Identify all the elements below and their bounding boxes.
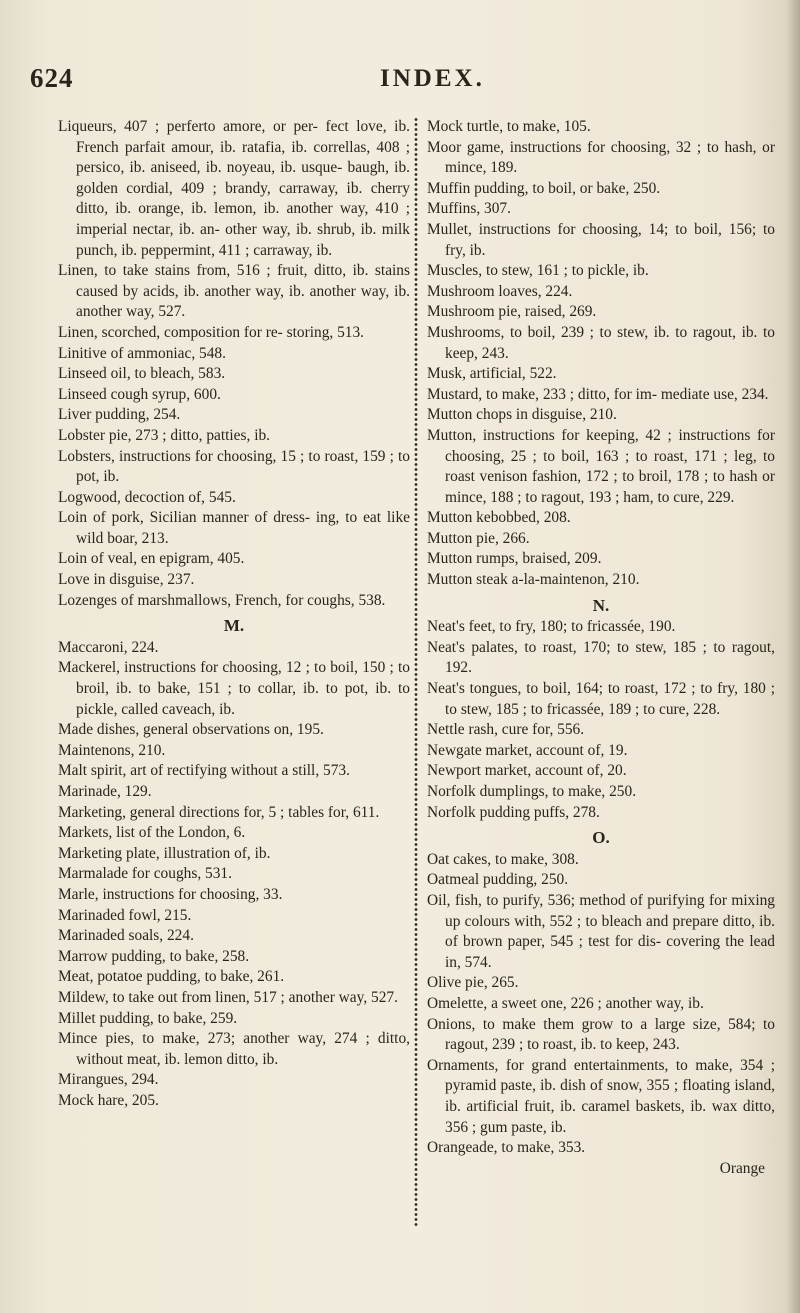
index-entry: Meat, potatoe pudding, to bake, 261.: [58, 968, 285, 986]
index-entry: Norfolk pudding puffs, 278.: [427, 803, 600, 821]
index-entry: Markets, list of the London, 6.: [58, 824, 246, 842]
index-entry: Newport market, account of, 20.: [427, 762, 627, 780]
index-column-right: [427, 117, 775, 1179]
index-entry: Oil, fish, to purify, 536; method of purifying for mixing up colours with, 552 ; to bleach and prepare ditto, ib. of brown paper, 545 ; test for dis- covering the lead in, 574.: [427, 891, 775, 971]
index-entry: Marinade, 129.: [58, 783, 152, 800]
section-letter: M.: [223, 616, 245, 636]
index-entry: Malt spirit, art of rectifying without a still, 573.: [58, 762, 350, 780]
index-entry: Mock hare, 205.: [58, 1091, 159, 1109]
index-entry: Mutton kebobbed, 208.: [427, 509, 571, 527]
index-entry: Logwood, decoction of, 545.: [58, 488, 236, 506]
index-entry: Mushroom pie, raised, 269.: [427, 303, 597, 321]
index-entry: Oat cakes, to make, 308.: [427, 850, 579, 868]
index-entry: Linitive of ammoniac, 548.: [58, 344, 226, 362]
index-entry: Liver pudding, 254.: [58, 406, 181, 424]
index-entry: Linseed cough syrup, 600.: [58, 385, 221, 403]
index-entry: Marinaded soals, 224.: [58, 927, 194, 945]
index-entry: Marrow pudding, to bake, 258.: [58, 947, 250, 965]
page-edge-shadow: [786, 0, 800, 1313]
index-entry: Mildew, to take out from linen, 517 ; another way, 527.: [58, 988, 398, 1006]
index-entry: Made dishes, general observations on, 195.: [58, 721, 324, 739]
index-entry: Marketing plate, illustration of, ib.: [58, 844, 271, 862]
index-entry: Mirangues, 294.: [58, 1071, 159, 1089]
index-entry: Moor game, instructions for choosing, 32 ; to hash, or mince, 189.: [427, 138, 775, 177]
page-header: [0, 63, 800, 103]
index-entry: Oatmeal pudding, 250.: [427, 871, 569, 889]
index-entry: Loin of pork, Sicilian manner of dress- ing, to eat like wild boar, 213.: [58, 509, 410, 547]
column-divider: [413, 117, 419, 1227]
index-entry: Norfolk dumplings, to make, 250.: [427, 783, 637, 800]
index-entry: Millet pudding, to bake, 259.: [58, 1009, 238, 1027]
index-entry: Mutton steak a-la-maintenon, 210.: [427, 571, 640, 589]
index-entry: Maintenons, 210.: [58, 741, 166, 759]
index-entry: Orangeade, to make, 353.: [427, 1139, 586, 1157]
index-entry: Onions, to make them grow to a large size, 584; to ragout, 239 ; to roast, ib. to keep, 243.: [427, 1015, 775, 1054]
catchword: Orange: [719, 1159, 765, 1177]
index-entry: Mock turtle, to make, 105.: [427, 118, 591, 135]
index-entry: Neat's palates, to roast, 170; to stew, 185 ; to ragout, 192.: [427, 638, 775, 677]
index-entry: Loin of veal, en epigram, 405.: [58, 550, 245, 568]
index-entry: Mackerel, instructions for choosing, 12 ; to boil, 150 ; to broil, ib. to bake, 151 ; to collar, ib. to pot, ib. to pickle, called caveach, ib.: [58, 659, 410, 718]
index-entry: Neat's tongues, to boil, 164; to roast, 172 ; to fry, 180 ; to stew, 185 ; to fricassée, 189 ; to cure, 228.: [427, 680, 775, 718]
index-entry: Lozenges of marshmallows, French, for coughs, 538.: [58, 591, 386, 609]
index-entry: Neat's feet, to fry, 180; to fricassée, 190.: [427, 618, 676, 636]
index-entry: Mustard, to make, 233 ; ditto, for im- mediate use, 234.: [427, 385, 769, 403]
index-entry: Mutton, instructions for keeping, 42 ; instructions for choosing, 25 ; to boil, 163 ; to roast, 171 ; leg, to roast venison fashion, 172 ; to broil, 178 ; to hash or mince, 188 ; to ragout, 193 ; ham, to cure, 229.: [427, 426, 775, 506]
index-entry: Olive pie, 265.: [427, 974, 519, 992]
section-letter: O.: [592, 828, 610, 848]
index-entry: Mushrooms, to boil, 239 ; to stew, ib. to ragout, ib. to keep, 243.: [427, 323, 775, 362]
index-entry: Omelette, a sweet one, 226 ; another way, ib.: [427, 994, 704, 1012]
index-entry: Marketing, general directions for, 5 ; tables for, 611.: [58, 803, 380, 821]
index-entry: Newgate market, account of, 19.: [427, 741, 628, 759]
index-entry: Linen, to take stains from, 516 ; fruit, ditto, ib. stains caused by acids, ib. another way, ib. another way, ib. another way, 527.: [58, 262, 410, 321]
index-entry: Muffins, 307.: [427, 200, 511, 218]
index-entry: Lobster pie, 273 ; ditto, patties, ib.: [58, 426, 271, 444]
index-entry: Muscles, to stew, 161 ; to pickle, ib.: [427, 262, 649, 280]
index-entry: Marinaded fowl, 215.: [58, 906, 192, 924]
index-entry: Mutton pie, 266.: [427, 529, 530, 547]
index-entry: Ornaments, for grand entertainments, to make, 354 ; pyramid paste, ib. dish of snow, 355 ; floating island, ib. artificial fruit, ib. caramel baskets, ib. wax ditto, 356 ; gum paste, ib.: [427, 1056, 775, 1136]
index-entry: Love in disguise, 237.: [58, 571, 195, 589]
index-entry: Liqueurs, 407 ; perferto amore, or per- fect love, ib. French parfait amour, ib. ratafia, ib. correllas, 408 ; persico, ib. aniseed, ib. noyeau, ib. usque- baugh, ib. golden cordial, 409 ; brandy, carraway, ib. cherry ditto, ib. orange, ib. lemon, ib. another way, 410 ; imperial nectar, ib. an- other way, ib. shrub, ib. milk punch, ib. peppermint, 411 ; carraway, ib.: [58, 118, 410, 259]
index-entry: Mutton chops in disguise, 210.: [427, 406, 617, 424]
page-number: 624: [30, 63, 74, 93]
index-entry: Marle, instructions for choosing, 33.: [58, 885, 283, 903]
index-entry: Linen, scorched, composition for re- storing, 513.: [58, 323, 365, 341]
index-column-left: [58, 117, 410, 1112]
index-entry: Marmalade for coughs, 531.: [58, 865, 232, 883]
index-entry: Musk, artificial, 522.: [427, 365, 557, 383]
index-entry: Nettle rash, cure for, 556.: [427, 721, 585, 739]
index-entry: Mince pies, to make, 273; another way, 274 ; ditto, without meat, ib. lemon ditto, ib.: [58, 1030, 410, 1068]
index-entry: Maccaroni, 224.: [58, 638, 159, 656]
section-letter: N.: [592, 595, 610, 615]
page-title: INDEX.: [380, 65, 485, 92]
index-entry: Mushroom loaves, 224.: [427, 282, 573, 300]
index-entry: Muffin pudding, to boil, or bake, 250.: [427, 179, 661, 197]
index-entry: Lobsters, instructions for choosing, 15 ; to roast, 159 ; to pot, ib.: [58, 447, 410, 486]
index-entry: Mutton rumps, braised, 209.: [427, 550, 602, 568]
index-entry: Mullet, instructions for choosing, 14; to boil, 156; to fry, ib.: [427, 220, 775, 259]
index-entry: Linseed oil, to bleach, 583.: [58, 365, 226, 383]
